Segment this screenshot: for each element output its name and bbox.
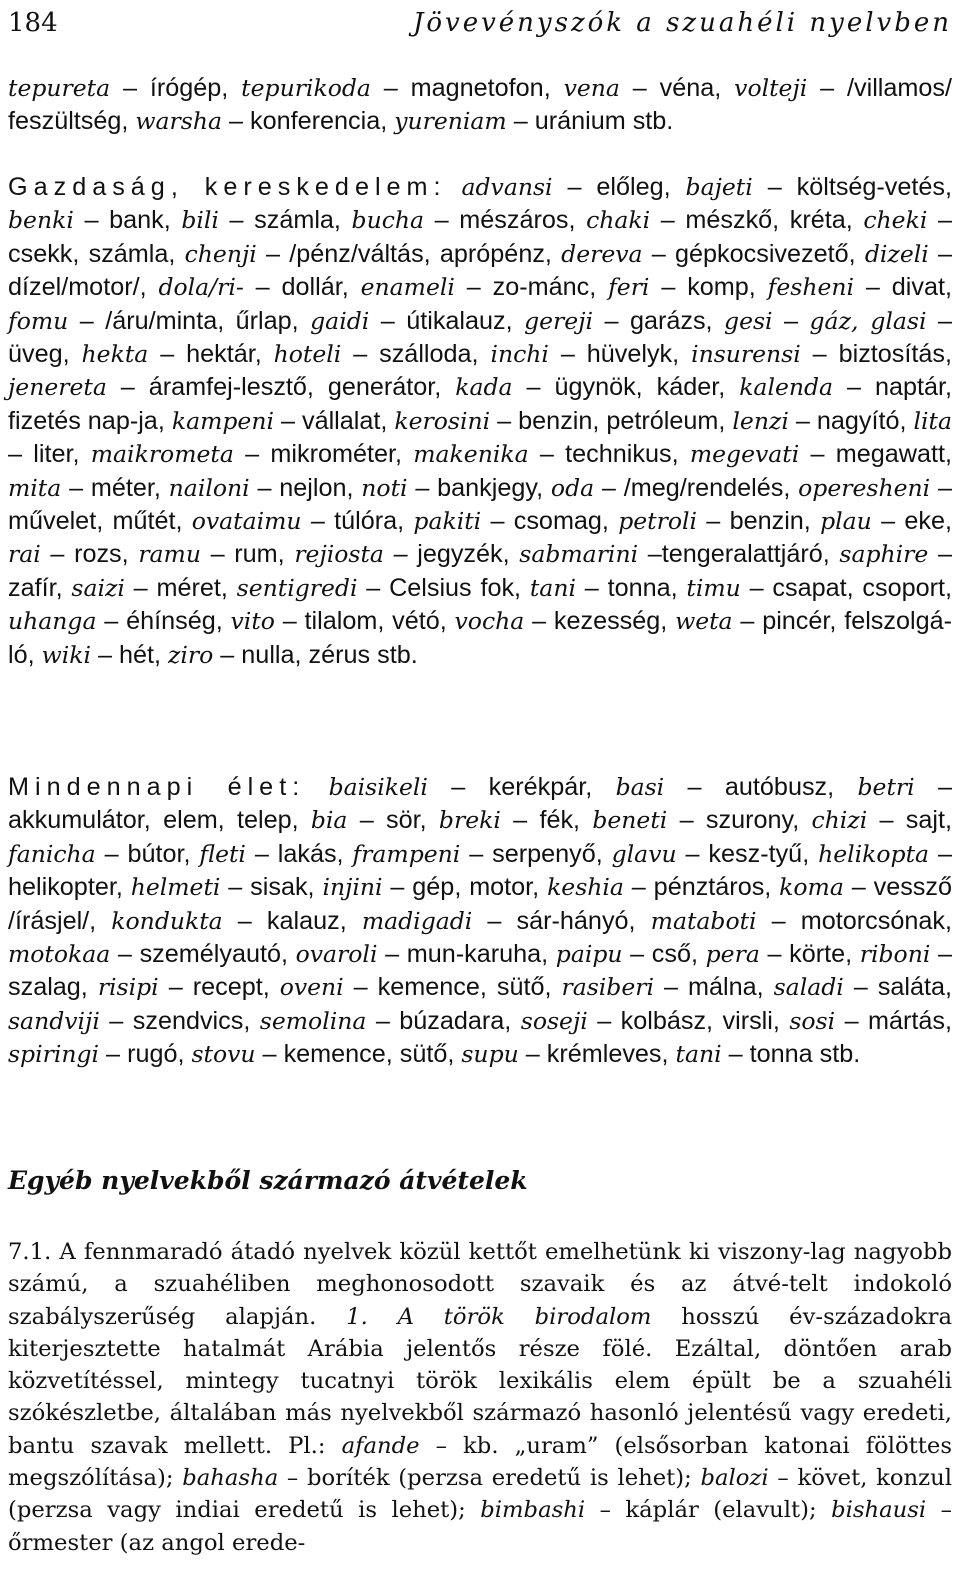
paragraph-everyday-life: Mindennapi élet: baisikeli – kerékpár, basi – autóbusz, betri – akkumulátor, elem, telep, bia – sör, breki – fék, beneti – szurony, chizi – sajt, fanicha – bútor, fleti – lakás, frampeni – serpenyő, glavu – kesz-tyű, helikopta – helikopter, helmeti – sisak, injini – gép, motor, keshia – pénztáros, koma – vessző /írásjel/, kondukta – kalauz, madigadi – sár-hányó, mataboti – motorcsónak, motokaa – személyautó, ovaroli – mun-karuha, paipu – cső, pera – körte, riboni – szalag, risipi – recept, oveni – kemence, sütő, rasiberi – málna, saladi – saláta, sandviji – szendvics, semolina – búzadara, soseji – kolbász, virsli, sosi – mártás, spiringi – rugó, stovu – kemence, sütő, supu – krémleves, tani – tonna stb. [8, 773, 953, 1069]
section-label: Mindennapi élet: [8, 773, 306, 801]
running-title: Jövevényszók a szuahéli nyelvben [412, 8, 952, 38]
paragraph-technology-list: tepureta – írógép, tepurikoda – magnetofon, vena – véna, volteji – /villamos/ feszültség, warsha – konferencia, yureniam – uránium stb. [8, 74, 952, 136]
section-heading: Egyéb nyelvekből származó átvételek [8, 1166, 528, 1195]
paragraph-economy-commerce: Gazdaság, kereskedelem: advansi – előleg, bajeti – költség-vetés, benki – bank, bili – számla, bucha – mészáros, chaki – mészkő, kréta, cheki – csekk, számla, chenji – /pénz/váltás, aprópénz, dereva – gépkocsivezető, dizeli – dízel/motor/, dola/ri- – dollár, enameli – zo-mánc, feri – komp, fesheni – divat, fomu – /áru/minta, űrlap, gaidi – útikalauz, gereji – garázs, gesi – gáz, glasi – üveg, hekta – hektár, hoteli – szálloda, inchi – hüvelyk, insurensi – biztosítás, jenereta – áramfej-lesztő, generátor, kada – ügynök, káder, kalenda – naptár, fizetés nap-ja, kampeni – vállalat, kerosini – benzin, petróleum, lenzi – nagyító, lita – liter, maikrometa – mikrométer, makenika – technikus, megevati – megawatt, mita – méter, nailoni – nejlon, noti – bankjegy, oda – /meg/rendelés, operesheni – művelet, műtét, ovataimu – túlóra, pakiti – csomag, petroli – benzin, plau – eke, rai – rozs, ramu – rum, rejiosta – jegyzék, sabmarini –tengeralattjáró, saphire – zafír, saizi – méret, sentigredi – Celsius fok, tani – tonna, timu – csapat, csoport, uhanga – éhínség, vito – tilalom, vétó, vocha – kezesség, weta – pincér, felszolgá-ló, wiki – hét, ziro – nulla, zérus stb. [8, 173, 953, 669]
paragraph-7-1: 7.1. A fennmaradó átadó nyelvek közül kettőt emelhetünk ki viszony-lag nagyobb számú, a szuahéliben meghonosodott szavaik és az átvé-telt indokoló szabályszerűség alapján. 1. A török birodalom hosszú év-századokra kiterjesztette hatalmát Arábia jelentős része fölé. Ezáltal, döntően arab közvetítéssel, mintegy tucatnyi török lexikális elem épült be a szuahéli szókészletbe, általában más nyelvekből származó hasonló jelentésű vagy eredeti, bantu szavak mellett. Pl.: afande – kb. „uram” (elsősorban katonai fölöttes megszólítása); bahasha – boríték (perzsa eredetű is lehet); balozi – követ, konzul (perzsa vagy indiai eredetű is lehet); bimbashi – káplár (elavult); bishausi – őrmester (az angol erede- [8, 1239, 952, 1556]
section-label: Gazdaság, kereskedelem: [8, 173, 447, 201]
page-number: 184 [8, 8, 58, 38]
page-header [8, 8, 952, 48]
